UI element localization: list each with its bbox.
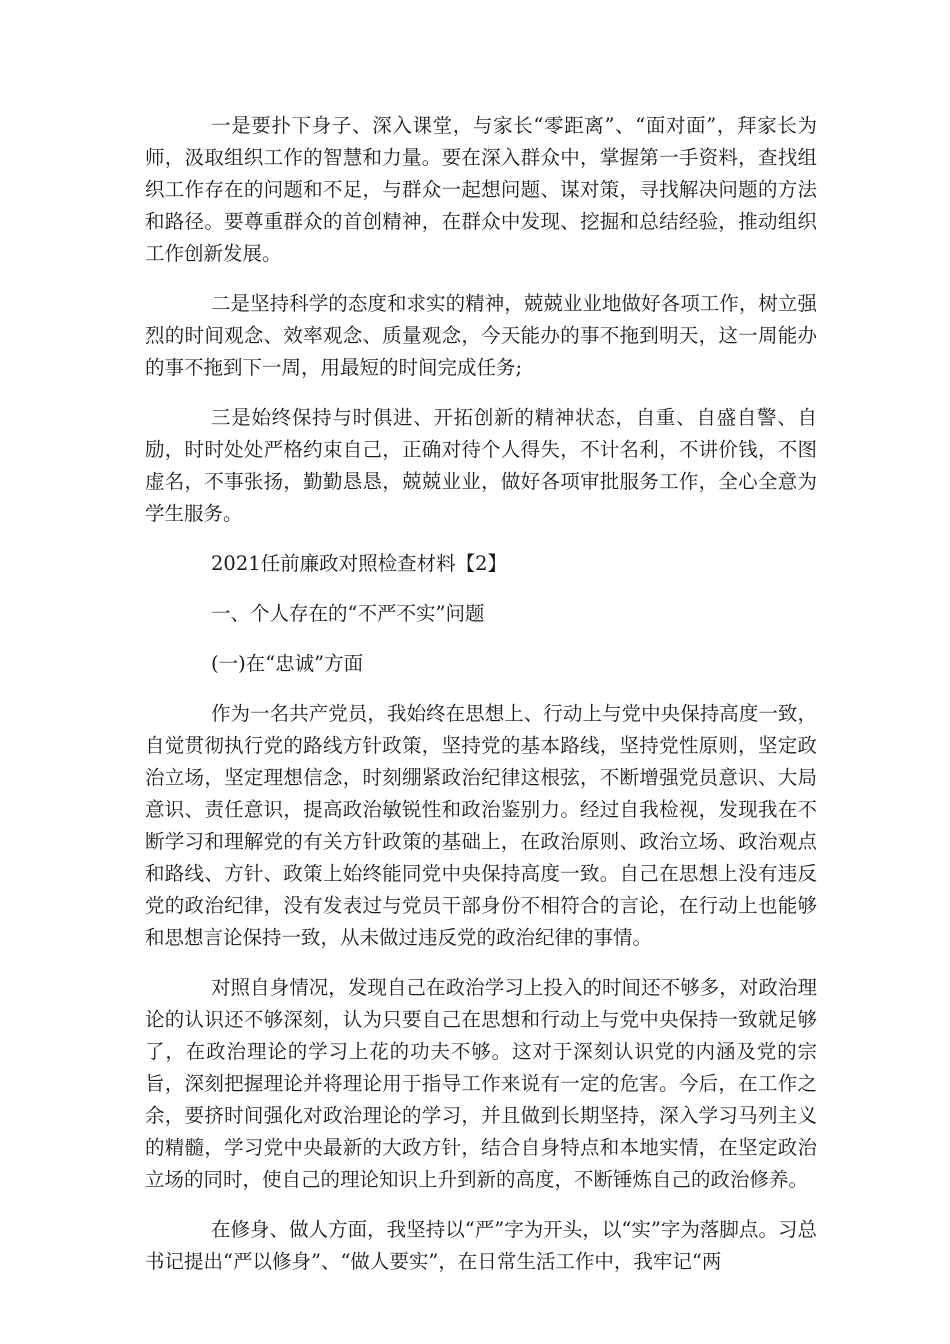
- paragraph-5: 对照自身情况，发现自己在政治学习上投入的时间还不够多，对政治理论的认识还不够深刻，认为只要自己在思想和行动上与党中央保持一致就足够了，在政治理论的学习上花的功夫不够。这对于深刻认识党的内涵及党的宗旨，深刻把握理论并将理论用于指导工作来说有一定的危害。今后，在工作之余，要挤时间强化对政治理论的学习，并且做到长期坚持，深入学习马列主义的精髓，学习党中央最新的大政方针，结合自身特点和本地实情，在坚定政治立场的同时，使自己的理论知识上升到新的高度，不断锤炼自己的政治修养。: [145, 976, 817, 1191]
- paragraph-4: 作为一名共产党员，我始终在思想上、行动上与党中央保持高度一致，自觉贯彻执行党的路线方针政策，坚持党的基本路线，坚持党性原则，坚定政治立场，坚定理想信念，时刻绷紧政治纪律这根弦，不断增强党员意识、大局意识、责任意识，提高政治敏锐性和政治鉴别力。经过自我检视，发现我在不断学习和理解党的有关方针政策的基础上，在政治原则、政治立场、政治观点和路线、方针、政策上始终能同党中央保持高度一致。自己在思想上没有违反党的政治纪律，没有发表过与党员干部身份不相符合的言论，在行动上也能够和思想言论保持一致，从未做过违反党的政治纪律的事情。: [145, 702, 817, 949]
- section-heading: 一、个人存在的“不严不实”问题: [211, 602, 485, 625]
- paragraph-3: 三是始终保持与时俱进、开拓创新的精神状态，自重、自盛自警、自励，时时处处严格约束自己，正确对待个人得失，不计名利，不讲价钱，不图虚名，不事张扬，勤勤恳恳，兢兢业业，做好各项审批服务工作，全心全意为学生服务。: [145, 406, 817, 525]
- document-title: 2021任前廉政对照检查材料【2】: [211, 552, 508, 575]
- document-page: [145, 110, 817, 1296]
- paragraph-1: 一是要扑下身子、深入课堂，与家长“零距离”、“面对面”，拜家长为师，汲取组织工作的智慧和力量。要在深入群众中，掌握第一手资料，查找组织工作存在的问题和不足，与群众一起想问题、谋对策，寻找解决问题的方法和路径。要尊重群众的首创精神，在群众中发现、挖掘和总结经验，推动组织工作创新发展。: [145, 114, 817, 265]
- paragraph-6: 在修身、做人方面，我坚持以“严”字为开头，以“实”字为落脚点。习总书记提出“严以修身”、“做人要实”，在日常生活工作中，我牢记“两: [145, 1218, 817, 1273]
- paragraph-2: 二是坚持科学的态度和求实的精神，兢兢业业地做好各项工作，树立强烈的时间观念、效率观念、质量观念，今天能办的事不拖到明天，这一周能办的事不拖到下一周，用最短的时间完成任务;: [145, 292, 817, 379]
- subsection-heading: (一)在“忠诚”方面: [211, 652, 364, 675]
